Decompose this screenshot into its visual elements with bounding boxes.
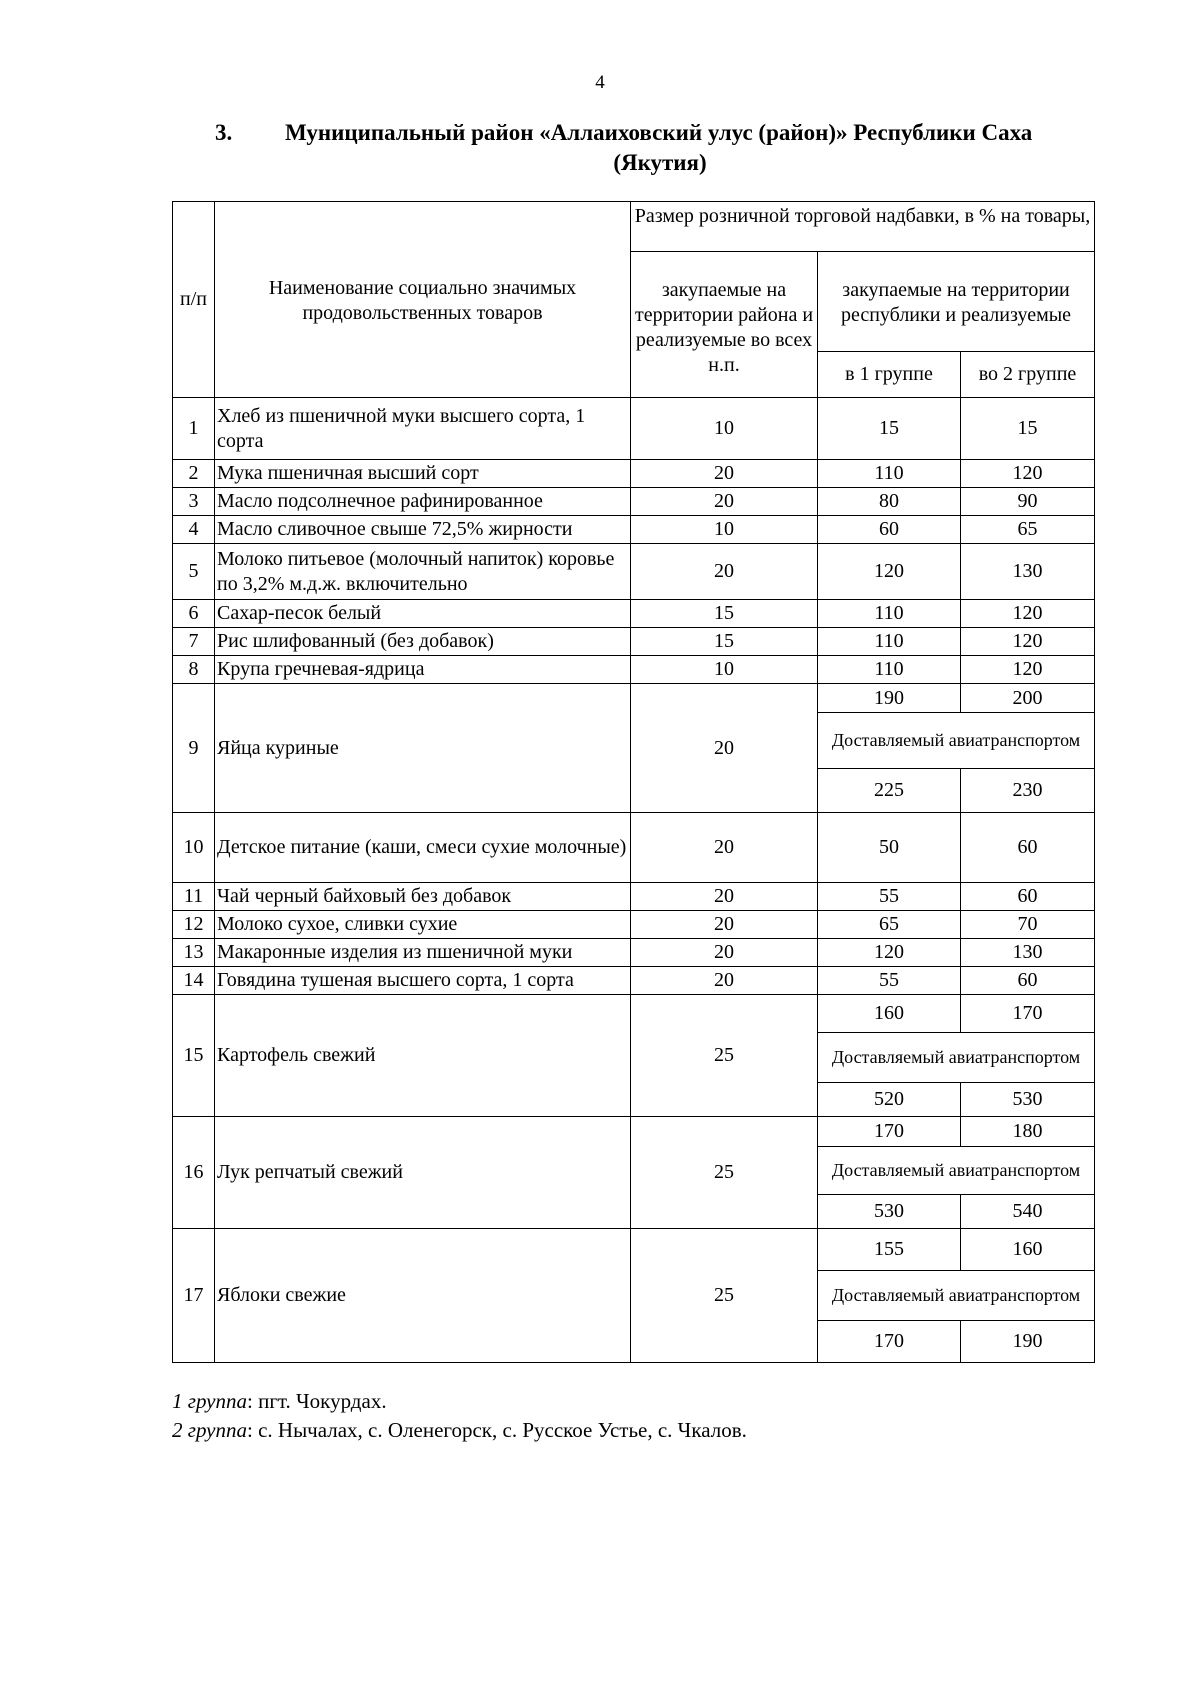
row-local: 20 [631, 883, 818, 911]
row-local: 20 [631, 544, 818, 600]
delivered-label: Доставляемый авиатранспортом [818, 1147, 1095, 1195]
row-air-group2: 540 [961, 1195, 1095, 1229]
row-group1: 110 [818, 628, 961, 656]
row-local: 20 [631, 911, 818, 939]
delivered-label: Доставляемый авиатранспортом [818, 1271, 1095, 1321]
row-group1: 55 [818, 967, 961, 995]
table-row [173, 813, 1095, 883]
row-local: 25 [631, 995, 818, 1117]
row-local: 20 [631, 939, 818, 967]
row-group2: 90 [961, 488, 1095, 516]
header-markup: Размер розничной торговой надбавки, в % на товары, [631, 202, 1095, 252]
section-heading [215, 118, 1095, 178]
row-air-group1: 170 [818, 1321, 961, 1363]
row-num: 5 [173, 544, 215, 600]
row-group2: 130 [961, 544, 1095, 600]
row-group1: 50 [818, 813, 961, 883]
footnote-group1 [172, 1387, 747, 1416]
table-row [173, 995, 1095, 1033]
row-air-group2: 230 [961, 769, 1095, 813]
row-group2: 60 [961, 813, 1095, 883]
row-local: 20 [631, 488, 818, 516]
row-local: 20 [631, 967, 818, 995]
row-group2: 120 [961, 460, 1095, 488]
row-product: Яблоки свежие [215, 1229, 631, 1363]
header-republic: закупаемые на территории республики и реализуемые [818, 252, 1095, 352]
table-row [173, 684, 1095, 713]
footnote-text: : с. Нычалах, с. Оленегорск, с. Русское Устье, с. Чкалов. [247, 1418, 747, 1442]
row-product: Рис шлифованный (без добавок) [215, 628, 631, 656]
row-num: 8 [173, 656, 215, 684]
row-air-group1: 520 [818, 1083, 961, 1117]
row-num: 1 [173, 398, 215, 460]
row-product: Картофель свежий [215, 995, 631, 1117]
header-name: Наименование социально значимых продовольственных товаров [215, 202, 631, 398]
row-num: 7 [173, 628, 215, 656]
row-group2: 70 [961, 911, 1095, 939]
row-num: 2 [173, 460, 215, 488]
row-product: Хлеб из пшеничной муки высшего сорта, 1 сорта [215, 398, 631, 460]
row-group2: 60 [961, 883, 1095, 911]
row-num: 10 [173, 813, 215, 883]
row-group1: 160 [818, 995, 961, 1033]
row-group1: 155 [818, 1229, 961, 1271]
row-group1: 55 [818, 883, 961, 911]
row-num: 6 [173, 600, 215, 628]
row-group1: 110 [818, 460, 961, 488]
footnote-label: 1 группа [172, 1389, 247, 1413]
row-local: 10 [631, 398, 818, 460]
table-row [173, 1229, 1095, 1271]
header-group1: в 1 группе [818, 352, 961, 398]
row-group2: 120 [961, 628, 1095, 656]
table-row [173, 488, 1095, 516]
row-product: Сахар-песок белый [215, 600, 631, 628]
row-product: Яйца куриные [215, 684, 631, 813]
table-row [173, 398, 1095, 460]
row-num: 4 [173, 516, 215, 544]
markup-table-body [173, 202, 1095, 1363]
row-air-group1: 225 [818, 769, 961, 813]
row-num: 12 [173, 911, 215, 939]
delivered-label: Доставляемый авиатранспортом [818, 713, 1095, 769]
row-group2: 160 [961, 1229, 1095, 1271]
row-group1: 120 [818, 544, 961, 600]
table-row [173, 460, 1095, 488]
markup-table [172, 201, 1095, 1363]
row-product: Крупа гречневая-ядрица [215, 656, 631, 684]
row-product: Макаронные изделия из пшеничной муки [215, 939, 631, 967]
row-local: 20 [631, 460, 818, 488]
section-number: 3. [215, 120, 233, 145]
row-group2: 200 [961, 684, 1095, 713]
row-group1: 170 [818, 1117, 961, 1147]
row-group2: 60 [961, 967, 1095, 995]
table-row [173, 967, 1095, 995]
row-product: Говядина тушеная высшего сорта, 1 сорта [215, 967, 631, 995]
footnote-text: : пгт. Чокурдах. [247, 1389, 387, 1413]
row-air-group2: 190 [961, 1321, 1095, 1363]
row-air-group1: 530 [818, 1195, 961, 1229]
row-group2: 15 [961, 398, 1095, 460]
row-local: 25 [631, 1117, 818, 1229]
row-group1: 190 [818, 684, 961, 713]
table-row [173, 911, 1095, 939]
header-local: закупаемые на территории района и реализуемые во всех н.п. [631, 252, 818, 398]
section-title-line1: Муниципальный район «Аллаиховский улус (район)» Республики Саха [285, 120, 1033, 145]
row-product: Лук репчатый свежий [215, 1117, 631, 1229]
row-group1: 120 [818, 939, 961, 967]
header-group2: во 2 группе [961, 352, 1095, 398]
row-group2: 65 [961, 516, 1095, 544]
row-product: Молоко питьевое (молочный напиток) коровье по 3,2% м.д.ж. включительно [215, 544, 631, 600]
row-num: 16 [173, 1117, 215, 1229]
row-group2: 130 [961, 939, 1095, 967]
footnote-group2 [172, 1416, 747, 1445]
row-air-group2: 530 [961, 1083, 1095, 1117]
row-local: 15 [631, 600, 818, 628]
row-group1: 110 [818, 600, 961, 628]
row-num: 14 [173, 967, 215, 995]
table-row [173, 656, 1095, 684]
table-row [173, 1117, 1095, 1147]
page-number: 4 [595, 72, 605, 93]
row-local: 20 [631, 684, 818, 813]
table-row [173, 516, 1095, 544]
table-row [173, 600, 1095, 628]
row-product: Детское питание (каши, смеси сухие молочные) [215, 813, 631, 883]
row-group1: 60 [818, 516, 961, 544]
row-local: 10 [631, 516, 818, 544]
row-group2: 120 [961, 600, 1095, 628]
row-product: Масло сливочное свыше 72,5% жирности [215, 516, 631, 544]
header-num: п/п [173, 202, 215, 398]
row-local: 25 [631, 1229, 818, 1363]
row-num: 11 [173, 883, 215, 911]
row-local: 15 [631, 628, 818, 656]
row-num: 13 [173, 939, 215, 967]
footnotes [172, 1387, 747, 1445]
row-num: 15 [173, 995, 215, 1117]
table-row [173, 939, 1095, 967]
row-product: Чай черный байховый без добавок [215, 883, 631, 911]
row-group2: 120 [961, 656, 1095, 684]
table-row [173, 628, 1095, 656]
table-row [173, 883, 1095, 911]
delivered-label: Доставляемый авиатранспортом [818, 1033, 1095, 1083]
row-group1: 110 [818, 656, 961, 684]
section-title-line2: (Якутия) [613, 150, 707, 175]
row-num: 9 [173, 684, 215, 813]
row-local: 20 [631, 813, 818, 883]
row-num: 17 [173, 1229, 215, 1363]
row-product: Масло подсолнечное рафинированное [215, 488, 631, 516]
row-group2: 180 [961, 1117, 1095, 1147]
row-group2: 170 [961, 995, 1095, 1033]
row-num: 3 [173, 488, 215, 516]
row-local: 10 [631, 656, 818, 684]
row-group1: 15 [818, 398, 961, 460]
row-product: Мука пшеничная высший сорт [215, 460, 631, 488]
row-group1: 80 [818, 488, 961, 516]
footnote-label: 2 группа [172, 1418, 247, 1442]
table-row [173, 544, 1095, 600]
row-product: Молоко сухое, сливки сухие [215, 911, 631, 939]
row-group1: 65 [818, 911, 961, 939]
